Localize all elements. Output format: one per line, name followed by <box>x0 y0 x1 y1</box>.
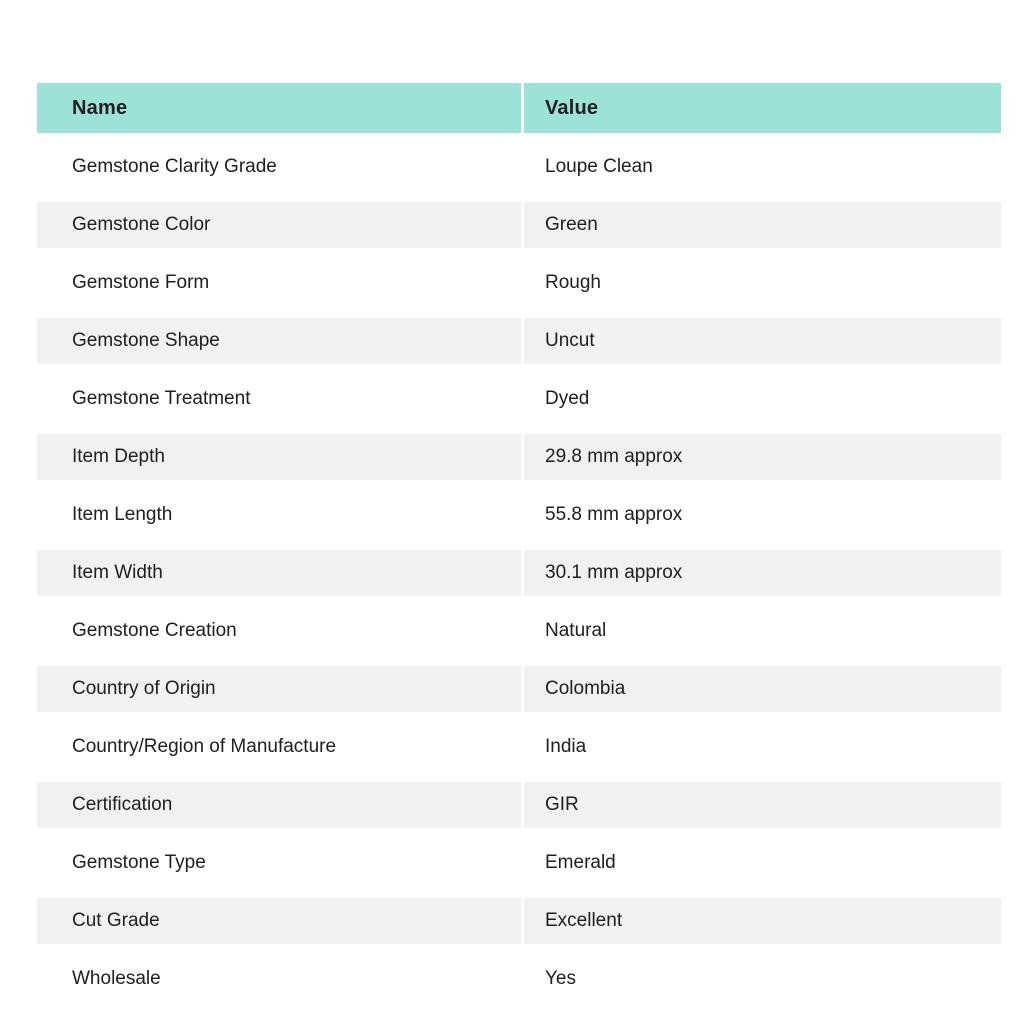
row-value-cell: Green <box>545 214 598 235</box>
table-row <box>37 718 1001 776</box>
header-name-cell: Name <box>37 83 524 133</box>
table-row <box>37 602 1001 660</box>
table-row <box>37 776 1001 834</box>
table-row <box>37 544 1001 602</box>
row-name-cell: Gemstone Color <box>37 202 524 248</box>
row-value-cell: GIR <box>545 794 579 815</box>
row-value-cell: Loupe Clean <box>545 156 653 177</box>
row-value-cell: India <box>545 736 587 757</box>
row-value-cell: Uncut <box>545 330 595 351</box>
table-row <box>37 428 1001 486</box>
row-name-cell: Item Length <box>37 486 524 544</box>
row-name-cell: Gemstone Type <box>37 834 524 892</box>
row-value-cell: Yes <box>545 968 576 989</box>
table-row <box>37 196 1001 254</box>
row-name-cell: Gemstone Form <box>37 254 524 312</box>
row-name-cell: Gemstone Treatment <box>37 370 524 428</box>
table-row <box>37 486 1001 544</box>
table-header-row <box>37 83 1001 133</box>
row-name-cell: Country/Region of Manufacture <box>37 718 524 776</box>
row-name-cell: Wholesale <box>37 950 524 1008</box>
item-specifics-table <box>37 83 1001 1008</box>
row-value-cell: Dyed <box>545 388 590 409</box>
row-name-cell: Gemstone Creation <box>37 602 524 660</box>
header-value-cell: Value <box>545 96 599 119</box>
row-value-cell: Excellent <box>545 910 623 931</box>
table-row <box>37 138 1001 196</box>
row-value-cell: 29.8 mm approx <box>545 446 683 467</box>
row-name-cell: Country of Origin <box>37 666 524 712</box>
row-name-cell: Gemstone Shape <box>37 318 524 364</box>
row-value-cell: Rough <box>545 272 601 293</box>
table-row <box>37 950 1001 1008</box>
row-value-cell: 55.8 mm approx <box>545 504 683 525</box>
row-value-cell: 30.1 mm approx <box>545 562 683 583</box>
table-body <box>37 138 1001 1008</box>
row-name-cell: Item Depth <box>37 434 524 480</box>
row-name-cell: Item Width <box>37 550 524 596</box>
table-row <box>37 370 1001 428</box>
table-row <box>37 834 1001 892</box>
table-row <box>37 254 1001 312</box>
row-name-cell: Gemstone Clarity Grade <box>37 138 524 196</box>
row-name-cell: Certification <box>37 782 524 828</box>
table-row <box>37 312 1001 370</box>
table-row <box>37 660 1001 718</box>
table-row <box>37 892 1001 950</box>
row-value-cell: Emerald <box>545 852 616 873</box>
row-value-cell: Natural <box>545 620 607 641</box>
row-name-cell: Cut Grade <box>37 898 524 944</box>
row-value-cell: Colombia <box>545 678 626 699</box>
